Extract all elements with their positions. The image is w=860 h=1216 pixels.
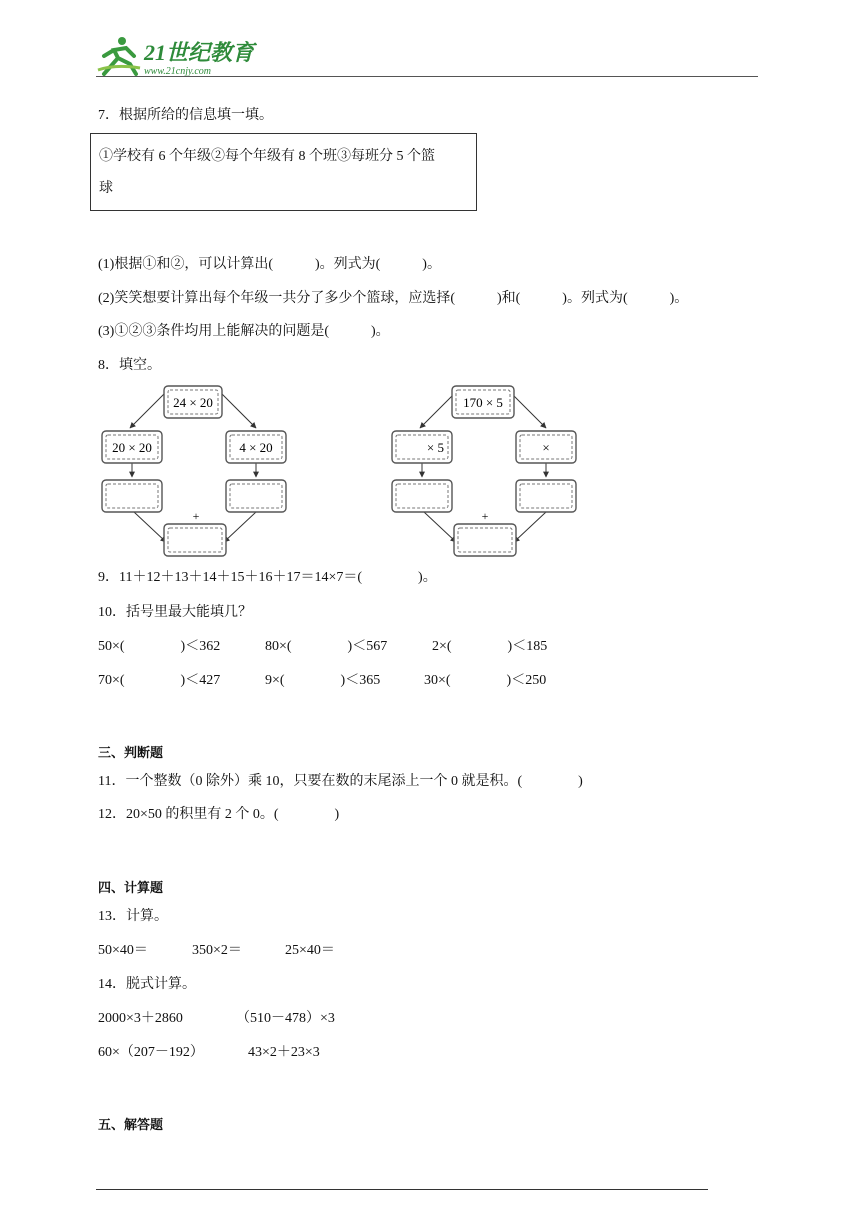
diagram1-top-box <box>164 386 222 418</box>
q8-diagram-2 <box>386 382 586 560</box>
diagram2-right-text: × <box>542 440 550 455</box>
q7-title: 7．根据所给的信息填一填。 <box>98 108 273 123</box>
section5-title: 五、解答题 <box>98 1118 164 1133</box>
diagram1-sum-box[interactable] <box>164 524 226 556</box>
diagram1-right-text: 4 × 20 <box>239 440 273 455</box>
q12-text: 12．20×50 的积里有 2 个 0。( ) <box>98 807 340 822</box>
footer-rule <box>96 1189 708 1190</box>
diagram2-sum-box[interactable] <box>454 524 516 556</box>
q10-r2-item2: 9×( )＜365 <box>265 673 381 688</box>
diagram2-left-box[interactable] <box>392 431 452 463</box>
q7-part3: (3)①②③条件均用上能解决的问题是( )。 <box>98 324 390 339</box>
q7-part1: (1)根据①和②，可以计算出( )。列式为( )。 <box>98 257 441 272</box>
diagram2-left-text: × 5 <box>426 440 444 455</box>
q14-r1-item2: （510－478）×3 <box>236 1011 335 1026</box>
runner-icon <box>98 37 140 74</box>
q8-title: 8．填空。 <box>98 358 161 373</box>
diagram2-top-box <box>452 386 514 418</box>
q10-r1-item3: 2×( )＜185 <box>432 639 548 654</box>
section3-title: 三、判断题 <box>98 746 164 761</box>
q7-info-line1: ①学校有 6 个年级②每个年级有 8 个班③每班分 5 个篮 <box>99 149 435 164</box>
q14-title: 14．脱式计算。 <box>98 977 196 992</box>
diagram2-top-text: 170 × 5 <box>463 395 503 410</box>
q9-text: 9．11＋12＋13＋14＋15＋16＋17＝14×7＝( )。 <box>98 570 437 585</box>
q13-item1: 50×40＝ <box>98 943 148 958</box>
q10-r1-item2: 80×( )＜567 <box>265 639 388 654</box>
diagram1-right-box <box>226 431 286 463</box>
q14-r1-item1: 2000×3＋2860 <box>98 1011 183 1026</box>
q7-part2: (2)笑笑想要计算出每个年级一共分了多少个篮球，应选择( )和( )。列式为( )。 <box>98 291 689 306</box>
diagram1-left-text: 20 × 20 <box>112 440 152 455</box>
diagram1-left-answer-box[interactable] <box>102 480 162 512</box>
q13-title: 13．计算。 <box>98 909 168 924</box>
q10-r1-item1: 50×( )＜362 <box>98 639 221 654</box>
q7-info-box <box>90 133 477 211</box>
q13-item3: 25×40＝ <box>285 943 335 958</box>
diagram2-right-box[interactable] <box>516 431 576 463</box>
diagram2-left-answer-box[interactable] <box>392 480 452 512</box>
q11-text: 11．一个整数（0 除外）乘 10，只要在数的末尾添上一个 0 就是积。( ) <box>98 774 583 789</box>
q8-diagram-1 <box>96 382 296 560</box>
q7-info-line2: 球 <box>99 181 113 196</box>
diagram2-plus: + <box>481 509 489 523</box>
q14-r2-item1: 60×（207－192） <box>98 1045 204 1060</box>
logo-text: 21世纪教育 <box>144 40 255 65</box>
header-rule <box>96 76 758 77</box>
q10-title: 10．括号里最大能填几？ <box>98 605 252 620</box>
q14-r2-item2: 43×2＋23×3 <box>248 1045 320 1060</box>
site-logo <box>96 34 266 78</box>
diagram1-right-answer-box[interactable] <box>226 480 286 512</box>
section4-title: 四、计算题 <box>98 881 164 896</box>
q10-r2-item1: 70×( )＜427 <box>98 673 221 688</box>
q13-item2: 350×2＝ <box>192 943 242 958</box>
q10-r2-item3: 30×( )＜250 <box>424 673 547 688</box>
logo-url: www.21cnjy.com <box>144 66 212 77</box>
diagram2-right-answer-box[interactable] <box>516 480 576 512</box>
diagram1-left-box <box>102 431 162 463</box>
diagram1-top-text: 24 × 20 <box>173 395 213 410</box>
diagram1-plus: + <box>192 509 200 523</box>
